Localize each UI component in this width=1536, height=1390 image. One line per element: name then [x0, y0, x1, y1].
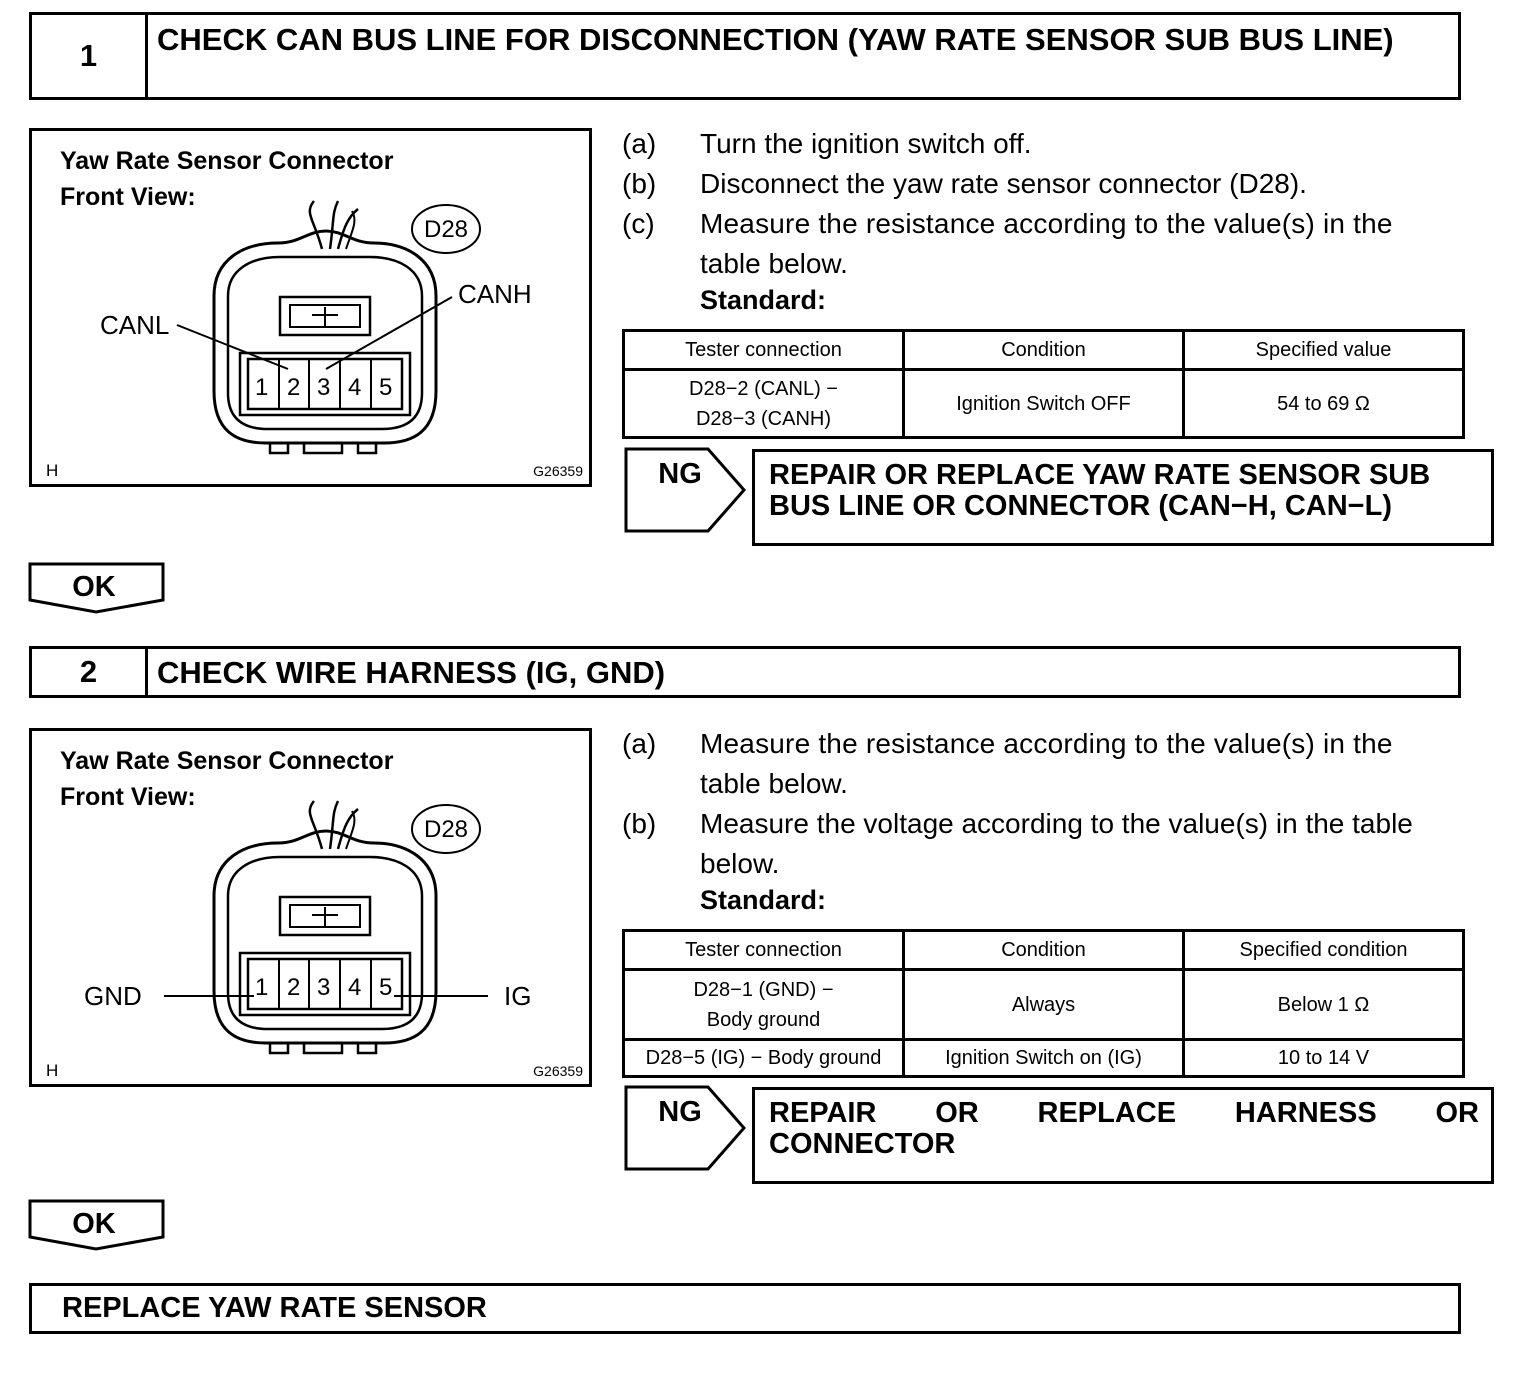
final-action: REPLACE YAW RATE SENSOR	[29, 1283, 1461, 1334]
instruction-text: Turn the ignition switch off.	[700, 128, 1032, 159]
standard-label: Standard:	[700, 885, 827, 915]
step2-title: CHECK WIRE HARNESS (IG, GND)	[157, 655, 666, 690]
connector-diagram	[32, 731, 589, 1084]
spec-table	[622, 929, 1465, 1078]
ng-label: NG	[658, 1096, 702, 1128]
figure-corner-letter: H	[46, 461, 59, 480]
pin-2: 2	[287, 374, 301, 401]
instruction-label: (a)	[622, 128, 657, 159]
figure-subtitle: Front View:	[60, 183, 196, 211]
ng-action-line: CONNECTOR	[769, 1128, 956, 1160]
figure-code: G26359	[533, 463, 583, 479]
label-gnd: GND	[84, 981, 142, 1011]
cell-line: D28−2 (CANL) −	[689, 377, 838, 400]
table-header: Specified value	[1184, 331, 1464, 370]
standard-label: Standard:	[700, 285, 827, 315]
instruction-b	[622, 804, 1462, 884]
table-cell: Ignition Switch on (IG)	[904, 1040, 1184, 1077]
ng-action	[752, 1087, 1494, 1184]
pin-3: 3	[317, 374, 331, 401]
ng-arrow	[624, 1085, 748, 1171]
table-cell: Always	[904, 970, 1184, 1040]
cell-line: Body ground	[706, 1008, 821, 1031]
label-canl: CANL	[100, 310, 170, 340]
ng-action-word: OR	[935, 1097, 979, 1129]
table-header: Specified condition	[1184, 931, 1464, 970]
connector-diagram	[32, 131, 589, 484]
pin-5: 5	[379, 374, 393, 401]
step2-number: 2	[32, 649, 148, 695]
ng-arrow	[624, 447, 748, 533]
instruction-label: (c)	[622, 208, 655, 239]
step2-figure	[29, 728, 592, 1087]
table-header: Tester connection	[624, 931, 904, 970]
table-cell: 54 to 69 Ω	[1184, 370, 1464, 438]
table-cell: 10 to 14 V	[1184, 1040, 1464, 1077]
connector-id: D28	[423, 816, 469, 843]
pin-1: 1	[255, 374, 269, 401]
instruction-text: Measure the resistance according to the value(s) in the	[700, 208, 1393, 239]
cell-line: D28−1 (GND) −	[693, 978, 834, 1001]
label-canh: CANH	[458, 279, 532, 309]
instruction-text-cont: table below.	[700, 248, 848, 279]
ng-action	[752, 449, 1494, 546]
pin-4: 4	[348, 974, 362, 1001]
ng-action-word: REPLACE	[1037, 1097, 1177, 1129]
table-header: Tester connection	[624, 331, 904, 370]
table-cell: Below 1 Ω	[1184, 970, 1464, 1040]
instruction-text-cont: below.	[700, 848, 780, 879]
figure-title: Yaw Rate Sensor Connector	[60, 747, 394, 775]
instruction-text: Measure the resistance according to the value(s) in the	[700, 728, 1393, 759]
pin-3: 3	[317, 974, 331, 1001]
cell-line: D28−3 (CANH)	[695, 407, 832, 430]
pin-5: 5	[379, 974, 393, 1001]
table-header: Condition	[904, 331, 1184, 370]
table-cell: Ignition Switch OFF	[904, 370, 1184, 438]
ok-label: OK	[72, 1208, 116, 1240]
step1-number: 1	[32, 15, 148, 97]
instruction-text: Disconnect the yaw rate sensor connector (D28).	[700, 168, 1307, 199]
instruction-text: Measure the voltage according to the value(s) in the table	[700, 808, 1413, 839]
ng-action-line: REPAIR OR REPLACE YAW RATE SENSOR SUB	[769, 459, 1431, 491]
instruction-b	[622, 164, 1462, 204]
figure-subtitle: Front View:	[60, 783, 196, 811]
ok-arrow	[28, 562, 166, 614]
step1-title: CHECK CAN BUS LINE FOR DISCONNECTION (YAW RATE SENSOR SUB BUS LINE)	[157, 22, 1394, 57]
step1-header	[29, 12, 1461, 100]
ng-action-word: OR	[1435, 1097, 1479, 1129]
instruction-c	[622, 204, 1462, 284]
ng-action-word: HARNESS	[1234, 1097, 1377, 1129]
pin-1: 1	[255, 974, 269, 1001]
spec-table	[622, 329, 1465, 439]
connector-id: D28	[423, 216, 469, 243]
table-header: Condition	[904, 931, 1184, 970]
table-cell: D28−5 (IG) − Body ground	[624, 1040, 904, 1077]
ng-label: NG	[658, 458, 702, 490]
instruction-a	[622, 124, 1462, 164]
pin-4: 4	[348, 374, 362, 401]
ng-action-word: REPAIR	[769, 1097, 877, 1129]
instruction-label: (a)	[622, 728, 657, 759]
table-cell	[624, 370, 904, 438]
instruction-label: (b)	[622, 168, 657, 199]
figure-code: G26359	[533, 1063, 583, 1079]
ok-arrow	[28, 1199, 166, 1251]
figure-title: Yaw Rate Sensor Connector	[60, 147, 394, 175]
instruction-a	[622, 724, 1462, 804]
table-cell	[624, 970, 904, 1040]
step1-figure	[29, 128, 592, 487]
ok-label: OK	[72, 571, 116, 603]
ng-action-line	[769, 1098, 1479, 1129]
label-ig: IG	[504, 981, 532, 1011]
ng-action-line: BUS LINE OR CONNECTOR (CAN−H, CAN−L)	[769, 490, 1392, 522]
instruction-text-cont: table below.	[700, 768, 848, 799]
step2-header	[29, 646, 1461, 698]
figure-corner-letter: H	[46, 1061, 59, 1080]
pin-2: 2	[287, 974, 301, 1001]
instruction-label: (b)	[622, 808, 657, 839]
